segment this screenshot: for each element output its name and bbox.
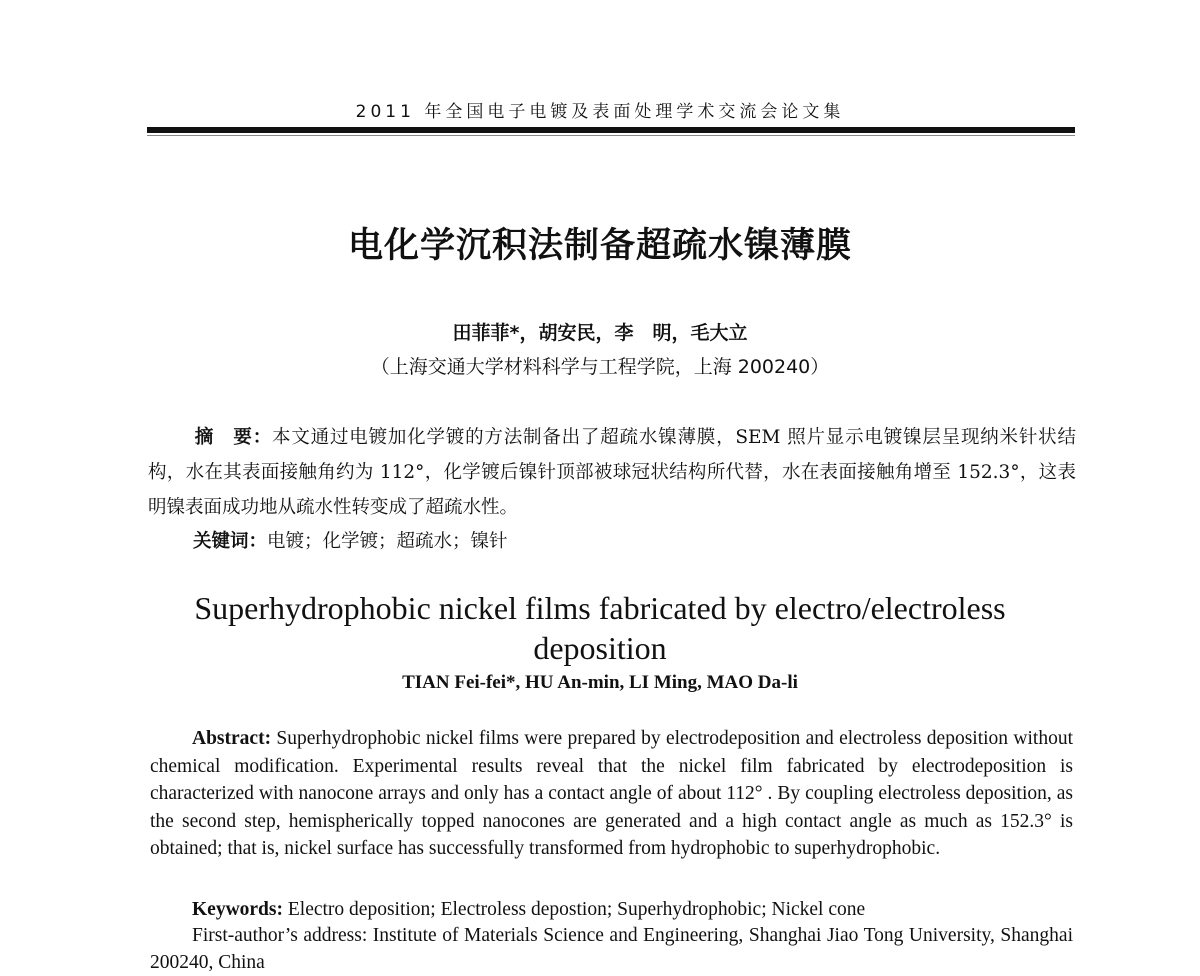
chinese-abstract-label: 摘 要： bbox=[194, 427, 273, 448]
header-rule-thin bbox=[147, 135, 1075, 136]
english-authors: TIAN Fei-fei*, HU An-min, LI Ming, MAO Da-li bbox=[402, 672, 798, 693]
english-title bbox=[0, 588, 1200, 668]
english-abstract-label: Abstract: bbox=[192, 728, 272, 749]
chinese-keywords bbox=[193, 527, 1073, 553]
english-title-line-1: Superhydrophobic nickel films fabricated by electro/electroless bbox=[194, 590, 1006, 626]
english-abstract bbox=[150, 725, 1073, 863]
english-keywords bbox=[192, 896, 1072, 923]
chinese-keywords-label: 关键词： bbox=[193, 531, 268, 552]
chinese-abstract bbox=[148, 420, 1076, 525]
header-rule-thick bbox=[147, 127, 1075, 133]
chinese-keywords-text: 电镀；化学镀；超疏水；镍针 bbox=[267, 531, 508, 552]
running-header: 2011 年全国电子电镀及表面处理学术交流会论文集 bbox=[355, 102, 845, 122]
english-address-text: First-author’s address: Institute of Materials Science and Engineering, Shanghai Jiao Tong University, Shanghai 200240, China bbox=[150, 925, 1073, 973]
english-keywords-text: Electro deposition; Electroless depostion; Superhydrophobic; Nickel cone bbox=[283, 899, 866, 920]
chinese-abstract-text: 本文通过电镀加化学镀的方法制备出了超疏水镍薄膜，SEM 照片显示电镀镍层呈现纳米针状结构，水在其表面接触角约为 112°，化学镀后镍针顶部被球冠状结构所代替，水在表面接触角增至 152.3°，这表明镍表面成功地从疏水性转变成了超疏水性。 bbox=[148, 427, 1076, 518]
chinese-affiliation: （上海交通大学材料科学与工程学院，上海 200240） bbox=[370, 356, 830, 378]
english-keywords-label: Keywords: bbox=[192, 899, 283, 920]
english-author-address bbox=[150, 922, 1073, 976]
english-abstract-text: Superhydrophobic nickel films were prepared by electrodeposition and electroless deposition without chemical modification. Experimental results reveal that the nickel film fabricated by electrodeposition is characterized with nanocone arrays and only has a contact angle of about 112° . By coupling electroless deposition, as the second step, hemispherically topped nanocones are generated and a high contact angle as much as 152.3° is obtained; that is, nickel surface has successfully transformed from hydrophobic to superhydrophobic. bbox=[150, 728, 1073, 859]
chinese-authors: 田菲菲*，胡安民，李 明，毛大立 bbox=[452, 322, 748, 344]
english-title-line-2: deposition bbox=[533, 630, 667, 666]
chinese-title: 电化学沉积法制备超疏水镍薄膜 bbox=[347, 225, 852, 266]
